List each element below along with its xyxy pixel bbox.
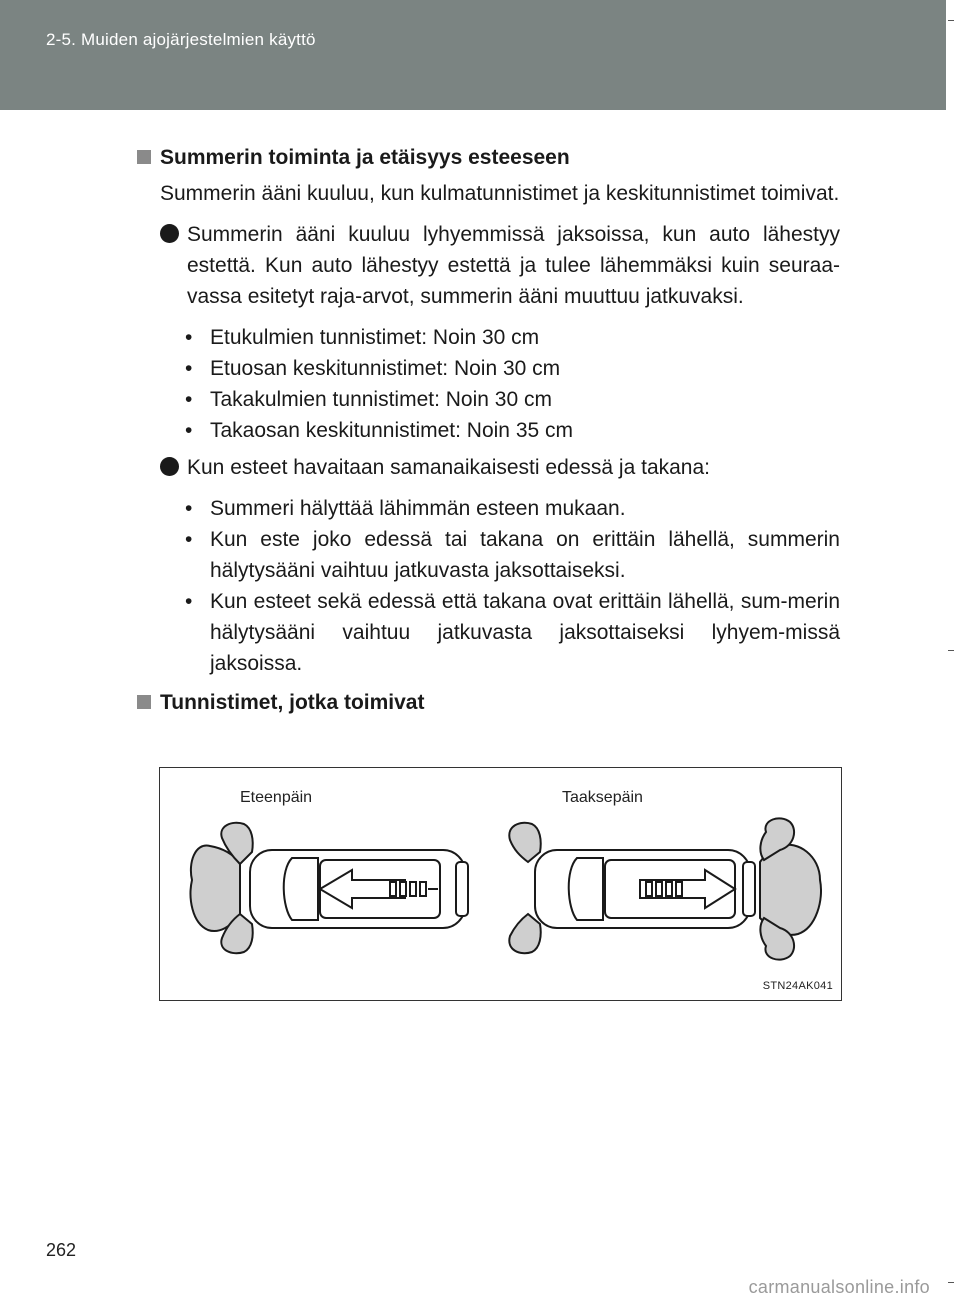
reverse-label: Taaksepäin xyxy=(562,789,643,806)
list-item: • Takaosan keskitunnistimet: Noin 35 cm xyxy=(185,419,573,442)
sensor-diagram xyxy=(159,767,842,1001)
chapter-title: 2-5. Muiden ajojärjestelmien käyttö xyxy=(46,30,316,49)
list-item: • Etukulmien tunnistimet: Noin 30 cm xyxy=(185,326,540,349)
distance-list xyxy=(185,322,840,446)
round-bullet-icon xyxy=(160,457,179,476)
crop-mark xyxy=(948,650,954,651)
square-bullet-icon xyxy=(137,150,151,164)
chapter-header xyxy=(0,0,946,110)
list-item: • Etuosan keskitunnistimet: Noin 30 cm xyxy=(185,357,561,380)
list-item: • Kun este joko edessä tai takana on erittäin lähellä, summerin hälytysääni vaihtuu jatkuvasta jaksottaiseksi. xyxy=(185,528,840,582)
front-corner-zone-bottom xyxy=(509,914,540,953)
list-item: • Takakulmien tunnistimet: Noin 30 cm xyxy=(185,388,552,411)
front-corner-zone-top xyxy=(509,823,540,862)
front-detection-zone xyxy=(191,846,240,932)
figure-code: STN24AK041 xyxy=(762,980,833,992)
section-heading-text: Summerin toiminta ja etäisyys esteeseen xyxy=(160,146,570,169)
bullet-item xyxy=(160,452,840,483)
bullet-text: Kun esteet havaitaan samanaikaisesti edessä ja takana: xyxy=(187,456,711,479)
list-item: • Summeri hälyttää lähimmän esteen mukaan. xyxy=(185,497,626,520)
bullet-text: Summerin ääni kuuluu lyhyemmissä jaksoissa, kun auto lähestyy estettä. Kun auto lähestyy estettä ja tulee lähemmäksi kuin seuraa-vassa esitetyt raja-arvot, summerin ääni muuttuu jatkuvaksi. xyxy=(187,223,840,308)
behavior-list xyxy=(185,493,840,679)
intro-paragraph: Summerin ääni kuuluu, kun kulmatunnistimet ja keskitunnistimet toimivat. xyxy=(160,182,840,205)
round-bullet-icon xyxy=(160,224,179,243)
section-heading xyxy=(137,142,840,173)
page-number: 262 xyxy=(46,1240,77,1260)
section-heading-text: Tunnistimet, jotka toimivat xyxy=(160,691,425,714)
bullet-item xyxy=(160,219,840,312)
crop-mark xyxy=(948,1282,954,1283)
rear-bumper xyxy=(743,862,755,916)
cars-illustration xyxy=(160,768,841,1000)
page-content xyxy=(137,142,840,718)
car-windshield xyxy=(569,858,603,920)
rear-bumper xyxy=(456,862,468,916)
list-item: • Kun esteet sekä edessä että takana ovat erittäin lähellä, sum-merin hälytysääni vaihtuu jatkuvasta jaksottaiseksi lyhyem-missä jaksoissa. xyxy=(185,590,840,675)
square-bullet-icon xyxy=(137,695,151,709)
car-windshield xyxy=(284,858,318,920)
crop-mark xyxy=(948,20,954,21)
forward-car-illustration xyxy=(191,823,468,953)
section-heading xyxy=(137,687,840,718)
watermark: carmanualsonline.info xyxy=(748,1277,930,1297)
reverse-car-illustration xyxy=(509,818,821,959)
forward-label: Eteenpäin xyxy=(240,789,313,806)
